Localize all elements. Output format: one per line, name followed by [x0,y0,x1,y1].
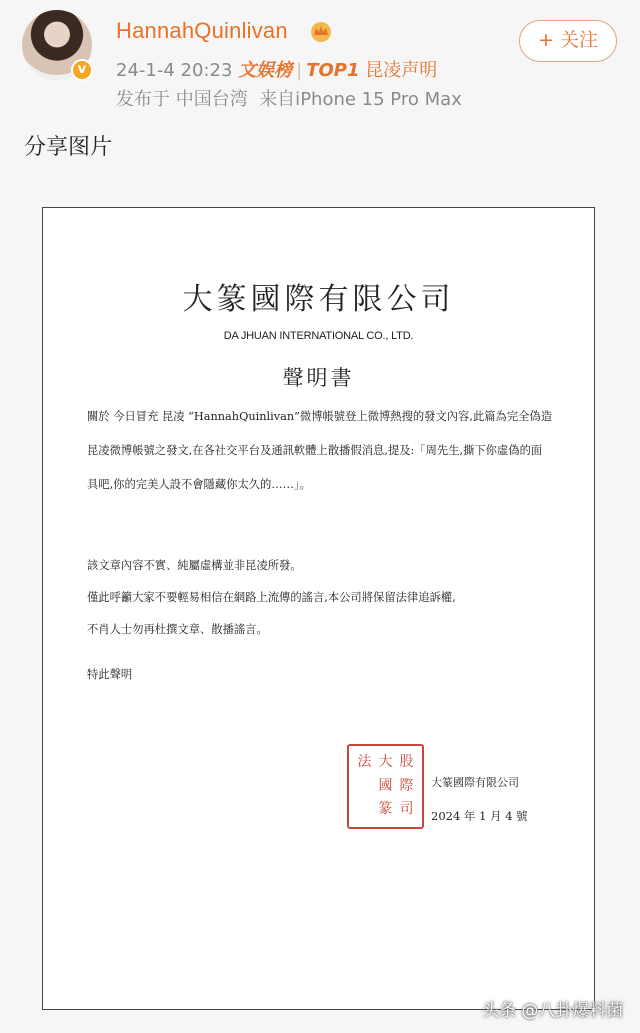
source-watermark: 头条 @八卦爆料菌 [482,1001,624,1021]
seal-character: 篆 [378,801,393,818]
seal-character: 大 [378,754,393,770]
document-closing: 特此聲明 [87,668,133,681]
crown-icon [309,20,333,42]
document-paragraph: 不肖人士勿再杜撰文章、散播謠言。 [87,623,268,636]
username[interactable]: HannahQuinlivan [116,18,288,43]
verified-badge-icon: v [71,59,93,81]
company-seal-stamp [347,744,424,829]
hot-list-tag[interactable]: 文娱榜 [238,60,293,81]
document-paragraph: 僅此呼籲大家不要輕易相信在網路上流傳的謠言,本公司將保留法律追訴權, [87,591,456,604]
post-header [0,0,640,120]
document-date: 2024 年 1 月 4 號 [431,809,528,823]
shared-image[interactable] [42,207,595,1010]
follow-button[interactable]: + 关注 [519,20,617,62]
post-meta: 24-1-4 20:23 文娱榜 | TOP1 昆凌声明 [116,60,438,81]
hot-topic-link[interactable]: 昆凌声明 [365,60,438,81]
document-company-name-en: DA JHUAN INTERNATIONAL CO., LTD. [223,330,414,342]
post-text: 分享图片 [24,135,113,160]
seal-character: 國 [378,777,393,794]
seal-character: 股 [399,754,414,770]
post-device: 来自iPhone 15 Pro Max [259,89,462,110]
document-paragraph: 該文章內容不實、純屬虛構並非昆凌所發。 [87,559,302,572]
post-source [116,85,462,111]
statement-document [43,208,594,1009]
seal-character [354,798,375,822]
document-title: 聲明書 [282,366,355,390]
document-signature: 大篆國際有限公司 [431,776,519,789]
seal-character: 司 [399,801,414,818]
post-location: 发布于 中国台湾 [116,89,248,110]
rank-badge: TOP1 [306,60,360,81]
document-paragraph: 關於 今日冒充 昆凌 “HannahQuinlivan”微博帳號登上微博熱搜的發文內容,此篇為完全偽造昆凌微博帳號之發文,在各社交平台及通訊軟體上散播假消息,提及:「周先生,撕下你虛偽的面具吧,你的完美人設不會隱藏你太久的……」。 [87,410,553,491]
seal-character: 法 [357,754,372,770]
seal-character [354,775,375,799]
document-company-name: 大篆國際有限公司 [182,282,455,317]
post-date: 24-1-4 20:23 [116,60,233,81]
seal-character: 際 [399,777,414,794]
